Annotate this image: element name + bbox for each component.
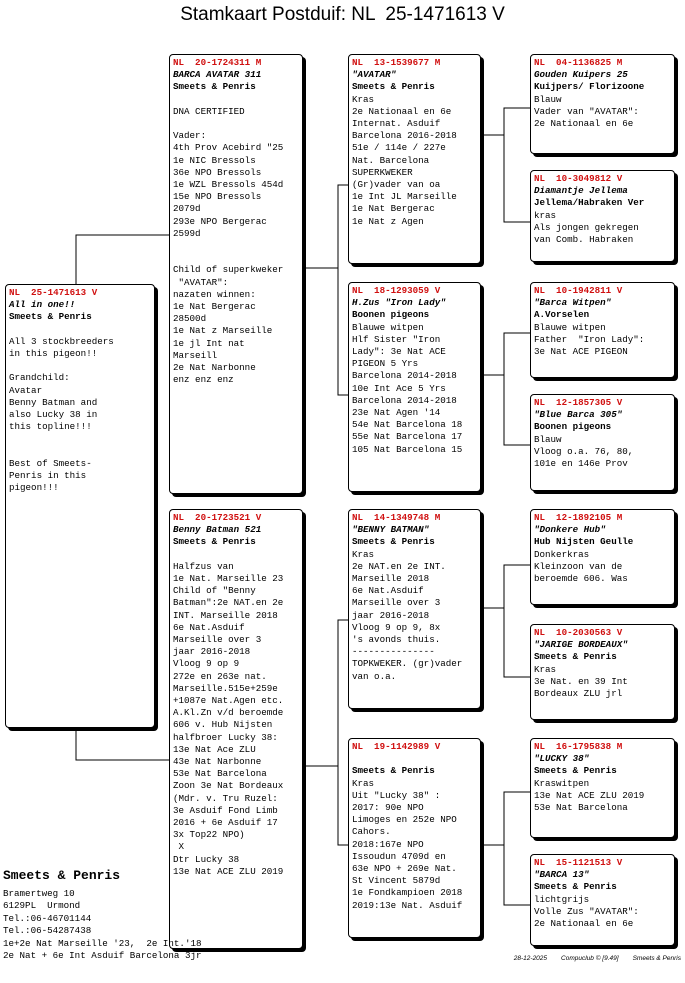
detail-line: 1e Fondkampioen 2018	[352, 887, 463, 899]
detail-line: halfbroer Lucky 38:	[173, 731, 278, 743]
detail-line: Vader van "AVATAR":	[534, 105, 639, 117]
detail-line: 293e NPO Bergerac	[173, 215, 267, 227]
pigeon-card-dam-sire[interactable]	[348, 509, 481, 709]
detail-line: in this pigeon!!	[9, 348, 98, 359]
pigeon-name: "BARCA 13"	[534, 869, 590, 881]
detail-line: 101e en 146e Prov	[534, 458, 628, 470]
detail-line: 51e / 114e / 227e	[352, 142, 446, 154]
detail-line: 3e Asduif Fond Limb	[173, 804, 278, 816]
detail-line	[173, 118, 299, 130]
pigeon-name: "JARIGE BORDEAUX"	[534, 639, 628, 651]
detail-line: also Lucky 38 in	[9, 409, 98, 420]
detail-line: Nat. Barcelona	[352, 154, 430, 166]
detail-line: Lady": 3e Nat ACE	[352, 346, 446, 358]
detail-line: (Gr)vader van oa	[352, 179, 441, 191]
detail-line	[173, 252, 299, 264]
ring-number: NL 10-1942811 V	[534, 285, 623, 296]
software-credit: Compuclub © [9.49]	[561, 955, 619, 962]
detail-line: Kleinzoon van de	[534, 560, 623, 572]
detail-line: X	[173, 841, 185, 853]
detail-line: TOPKWEKER. (gr)vader	[352, 658, 463, 670]
detail-line: 272e en 263e nat.	[173, 670, 267, 682]
detail-line: "AVATAR":	[173, 276, 229, 288]
detail-line: 36e NPO Bressols	[173, 166, 262, 178]
detail-line: Benny Batman and	[9, 396, 98, 408]
owner-name: Smeets & Penris	[534, 881, 617, 893]
detail-line: lichtgrijs	[534, 893, 590, 905]
detail-line: 2e Nationaal en 6e	[352, 105, 452, 117]
detail-line: A.Kl.Zn v/d beroemde	[173, 707, 284, 719]
detail-line: 105 Nat Barcelona 15	[352, 443, 463, 455]
detail-line: 3e Nat ACE PIGEON	[534, 346, 628, 358]
detail-line: 13e Nat Ace ZLU	[173, 743, 256, 755]
detail-line: 606 v. Hub Nijsten	[173, 719, 273, 731]
detail-line: this topline!!!	[9, 421, 92, 433]
detail-line: 's avonds thuis.	[352, 634, 441, 646]
detail-line: 1e Nat. Marseille 23	[173, 573, 284, 584]
ring-number: NL 10-3049812 V	[534, 173, 623, 184]
detail-line: 2017: 90e NPO	[352, 802, 424, 813]
ring-number: NL 25-1471613 V	[9, 287, 98, 298]
detail-line: 43e Nat Narbonne	[173, 756, 262, 768]
detail-line: 1e jl Int nat	[173, 337, 245, 349]
breeder-address: Bramertweg 10	[3, 888, 75, 899]
detail-line: 2018:167e NPO	[352, 838, 424, 850]
breeder-info	[3, 865, 303, 962]
detail-line: Internat. Asduif	[352, 118, 441, 130]
owner-name: Kuijpers/ Florizoone	[534, 81, 645, 93]
detail-line: Grandchild:	[9, 372, 70, 384]
detail-line: 15e NPO Bressols	[173, 191, 262, 203]
owner-name: Boonen pigeons	[534, 421, 612, 433]
detail-line: Marseille over 3	[352, 597, 441, 609]
detail-line: Dtr Lucky 38	[173, 853, 240, 865]
detail-line: 53e Nat Barcelona	[534, 802, 628, 814]
print-date: 28-12-2025	[513, 955, 548, 962]
pigeon-name: Diamantje Jellema	[534, 185, 628, 197]
detail-line	[173, 94, 299, 106]
detail-line: Vloog 9 op 9	[173, 658, 240, 670]
pigeon-name: "AVATAR"	[352, 69, 397, 81]
pigeon-card-sire-sire[interactable]	[348, 54, 481, 264]
detail-line: Zoon 3e Nat Bordeaux	[173, 780, 284, 792]
detail-line: 2019:13e Nat. Asduif	[352, 899, 463, 911]
pigeon-name: "BENNY BATMAN"	[352, 524, 430, 536]
detail-line: Als jongen gekregen	[534, 221, 639, 233]
detail-line: 6e Nat.Asduif	[173, 621, 245, 633]
detail-line: 13e Nat ACE ZLU 2019	[534, 789, 645, 801]
detail-line: Penris in this	[9, 469, 87, 481]
owner-name: Smeets & Penris	[9, 311, 92, 323]
detail-line: Marseill	[173, 349, 218, 361]
detail-line: 63e NPO + 269e Nat.	[352, 863, 457, 875]
detail-line: Best of Smeets-	[9, 457, 92, 469]
detail-line: 3e Nat. en 39 Int	[534, 675, 628, 687]
detail-line: Volle Zus "AVATAR":	[534, 905, 639, 917]
detail-line: Barcelona 2016-2018	[352, 130, 457, 142]
detail-line: 3x Top22 NPO)	[173, 829, 245, 841]
detail-line: 2e Nationaal en 6e	[534, 118, 634, 130]
pigeon-card-sss[interactable]	[530, 54, 675, 154]
detail-line: 4th Prov Acebird "25	[173, 142, 284, 154]
detail-line: 1e Nat Bergerac	[352, 203, 435, 215]
detail-line: Issoudun 4709d en	[352, 850, 446, 862]
pigeon-name: "Donkere Hub"	[534, 524, 606, 536]
detail-line: 2e NAT.en 2e INT.	[352, 560, 446, 572]
detail-line	[9, 324, 151, 336]
owner-name: Smeets & Penris	[534, 651, 617, 663]
detail-line	[9, 433, 151, 445]
detail-line: SUPERKWEKER	[352, 166, 413, 178]
owner-name: Smeets & Penris	[352, 81, 435, 93]
pigeon-card-subject[interactable]	[5, 284, 155, 728]
detail-line: Father "Iron Lady":	[534, 333, 645, 345]
detail-line: enz enz enz	[173, 374, 234, 386]
detail-line: Kras	[352, 548, 375, 560]
detail-line: jaar 2016-2018	[173, 646, 251, 658]
detail-line: van Comb. Habraken	[534, 234, 634, 246]
detail-line: Blauw	[534, 93, 562, 105]
detail-line: PIGEON 5 Yrs	[352, 358, 419, 370]
owner-name: Smeets & Penris	[352, 765, 435, 777]
detail-line: 54e Nat Barcelona 18	[352, 419, 463, 431]
detail-line: Barcelona 2014-2018	[352, 370, 457, 382]
detail-line: Kras	[352, 777, 375, 789]
pigeon-card-sdd[interactable]	[530, 394, 675, 491]
detail-line: 13e Nat ACE ZLU 2019	[173, 865, 284, 877]
detail-line: Avatar	[9, 384, 43, 396]
pigeon-card-dam-dam[interactable]	[348, 738, 481, 938]
ring-number: NL 14-1349748 M	[352, 512, 441, 523]
pigeon-name: "Barca Witpen"	[534, 297, 612, 309]
detail-line	[173, 240, 299, 252]
detail-line: Blauwe witpen	[352, 321, 424, 333]
detail-line: van o.a.	[352, 670, 397, 682]
owner-name: Boonen pigeons	[352, 309, 430, 321]
ring-number: NL 16-1795838 M	[534, 741, 623, 752]
pigeon-card-dss[interactable]	[530, 509, 675, 605]
page-title: Stamkaart Postduif: NL 25-1471613 V	[180, 4, 505, 25]
footer	[500, 955, 681, 962]
detail-line: Marseille over 3	[173, 634, 262, 646]
detail-line: All 3 stockbreeders	[9, 335, 114, 347]
pigeon-card-sire[interactable]	[169, 54, 303, 494]
owner-name: Smeets & Penris	[534, 765, 617, 777]
detail-line: Marseille 2018	[352, 573, 430, 585]
ring-number: NL 04-1136825 M	[534, 57, 623, 68]
detail-line: beroemde 606. Was	[534, 573, 628, 585]
pigeon-name: Gouden Kuipers 25	[534, 69, 628, 81]
ring-number: NL 15-1121513 V	[534, 857, 623, 868]
detail-line: 1e Nat z Agen	[352, 215, 424, 227]
pigeon-name: All in one!!	[9, 299, 76, 311]
detail-line: Cahors.	[352, 826, 391, 838]
detail-line	[9, 360, 151, 372]
detail-line: 23e Nat Agen '14	[352, 407, 441, 419]
ring-number: NL 13-1539677 M	[352, 57, 441, 68]
ring-number: NL 19-1142989 V	[352, 741, 441, 752]
detail-line: 2e Nationaal en 6e	[534, 918, 634, 930]
detail-line: Bordeaux ZLU jrl	[534, 688, 623, 700]
owner-name: Smeets & Penris	[173, 536, 256, 548]
owner-name: A.Vorselen	[534, 309, 590, 321]
ring-number: NL 18-1293059 V	[352, 285, 441, 296]
pigeon-name	[352, 753, 477, 765]
detail-line: 2079d	[173, 203, 201, 215]
detail-line: nazaten winnen:	[173, 288, 256, 300]
pigeon-name: Benny Batman 521	[173, 524, 262, 536]
footer-owner: Smeets & Penris	[632, 955, 681, 962]
detail-line: 53e Nat Barcelona	[173, 768, 267, 780]
owner-name: Smeets & Penris	[173, 81, 256, 93]
breeder-phone: Tel.:06-54287438	[3, 925, 92, 937]
detail-line	[9, 446, 151, 458]
detail-line: (Mdr. v. Tru Ruzel:	[173, 792, 278, 804]
pigeon-card-sds[interactable]	[530, 282, 675, 378]
ring-number: NL 12-1892105 M	[534, 512, 623, 523]
ring-number: NL 12-1857305 V	[534, 397, 623, 408]
detail-line: 2e Nat Narbonne	[173, 362, 256, 374]
detail-line: 1e Nat Bergerac	[173, 301, 256, 312]
detail-line: Limoges en 252e NPO	[352, 814, 457, 826]
detail-line: DNA CERTIFIED	[173, 105, 245, 117]
detail-line: 28500d	[173, 313, 207, 325]
breeder-city: 6129PL Urmond	[3, 900, 81, 912]
owner-name: Smeets & Penris	[352, 536, 435, 548]
owner-name: Hub Nijsten Geulle	[534, 536, 634, 548]
pigeon-name: BARCA AVATAR 311	[173, 69, 262, 81]
ring-number: NL 10-2030563 V	[534, 627, 623, 638]
detail-line: Blauwe witpen	[534, 321, 606, 333]
pigeon-name: "Blue Barca 305"	[534, 409, 623, 421]
detail-line: +1087e Nat.Agen etc.	[173, 695, 284, 707]
detail-line: Batman":2e NAT.en 2e	[173, 597, 284, 609]
pigeon-card-ddd[interactable]	[530, 854, 675, 946]
detail-line: Halfzus van	[173, 560, 234, 572]
detail-line: pigeon!!!	[9, 482, 59, 494]
detail-line: ---------------	[352, 646, 435, 658]
breeder-note: 1e+2e Nat Marseille '23, 2e Int.'18	[3, 937, 202, 949]
detail-line: 55e Nat Barcelona 17	[352, 431, 463, 443]
pigeon-name: H.Zus "Iron Lady"	[352, 297, 446, 309]
detail-line: Barcelona 2014-2018	[352, 394, 457, 406]
detail-line: 1e NIC Bressols	[173, 154, 256, 166]
detail-line: 1e Nat z Marseille	[173, 325, 273, 337]
detail-line: Marseille.515e+259e	[173, 682, 278, 694]
detail-line: Hlf Sister "Iron	[352, 333, 441, 345]
pigeon-name: "LUCKY 38"	[534, 753, 590, 765]
detail-line	[173, 549, 299, 561]
detail-line: Vloog 9 op 9, 8x	[352, 621, 441, 633]
detail-line: Kraswitpen	[534, 777, 590, 789]
breeder-note: 2e Nat + 6e Int Asduif Barcelona 3jr	[3, 950, 202, 962]
pigeon-card-sire-dam[interactable]	[348, 282, 481, 492]
detail-line: Vader:	[173, 130, 207, 142]
detail-line: Kras	[534, 663, 557, 675]
detail-line: 10e Int Ace 5 Yrs	[352, 382, 446, 394]
detail-line: 6e Nat.Asduif	[352, 585, 424, 597]
detail-line: Vloog o.a. 76, 80,	[534, 445, 634, 457]
detail-line: kras	[534, 209, 557, 221]
pigeon-card-ssd[interactable]	[530, 170, 675, 262]
detail-line: 1e WZL Bressols 454d	[173, 179, 284, 190]
owner-name: Jellema/Habraken Ver	[534, 197, 645, 209]
detail-line: jaar 2016-2018	[352, 609, 430, 621]
detail-line: Blauw	[534, 433, 562, 445]
detail-line: Kras	[352, 93, 375, 105]
detail-line: Child of superkweker	[173, 264, 284, 276]
detail-line: 2016 + 6e Asduif 17	[173, 817, 278, 829]
detail-line: INT. Marseille 2018	[173, 609, 278, 621]
pigeon-card-dsd[interactable]	[530, 624, 675, 720]
pigeon-card-dds[interactable]	[530, 738, 675, 838]
breeder-name: Smeets & Penris	[3, 868, 121, 883]
detail-line: Donkerkras	[534, 548, 590, 560]
detail-line: St Vincent 5879d	[352, 875, 441, 887]
breeder-phone: Tel.:06-46701144	[3, 912, 92, 924]
detail-line: Child of "Benny	[173, 585, 256, 597]
ring-number: NL 20-1723521 V	[173, 512, 262, 523]
detail-line: Uit "Lucky 38" :	[352, 789, 441, 801]
ring-number: NL 20-1724311 M	[173, 57, 262, 68]
detail-line: 2599d	[173, 227, 201, 239]
detail-line: 1e Int JL Marseille	[352, 191, 457, 203]
